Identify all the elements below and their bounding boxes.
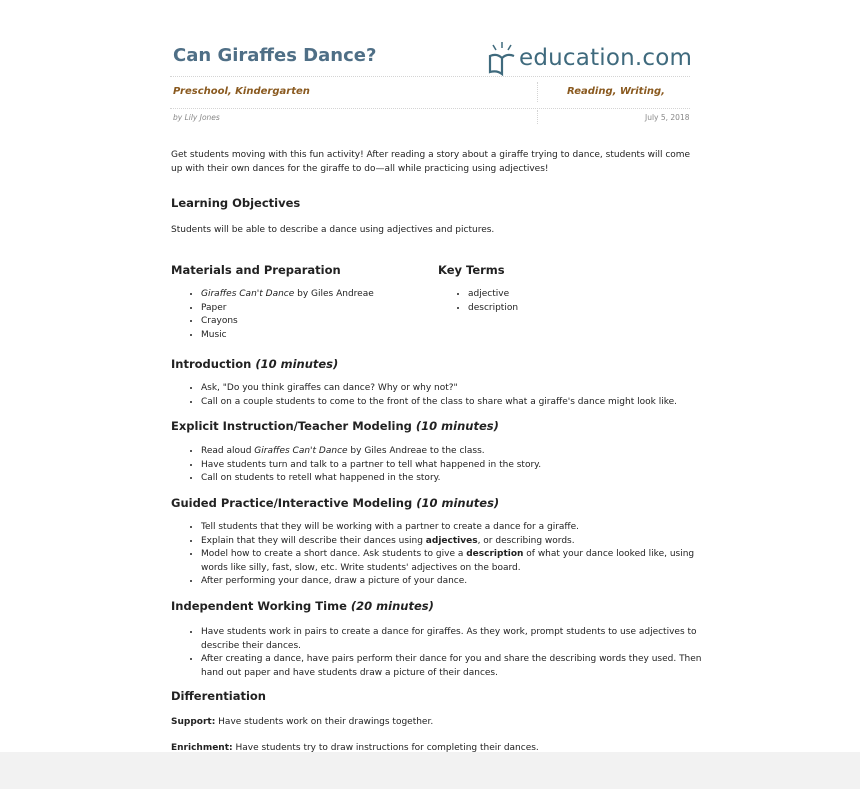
logo-text: education.com — [519, 45, 693, 71]
list-item: • After creating a dance, have pairs perform their dance for you and share the describing words they used. Then hand out paper and have students draw a picture of their dances. — [201, 653, 723, 680]
meta-divider — [170, 108, 690, 109]
materials-list — [171, 288, 441, 342]
publish-date: July 5, 2018 — [645, 113, 690, 122]
page-title: Can Giraffes Dance? — [173, 45, 377, 66]
list-item: • Have students turn and talk to a partner to tell what happened in the story. — [201, 459, 723, 473]
section-heading: Guided Practice/Interactive Modeling (10 minutes) — [171, 496, 500, 510]
list-item: • Explain that they will describe their dances using adjectives, or describing words. — [201, 535, 723, 549]
section-heading: Differentiation — [171, 689, 266, 703]
guided-practice-list — [171, 521, 723, 589]
list-item: • Giraffes Can't Dance by Giles Andreae — [201, 288, 441, 302]
list-item: • Call on a couple students to come to the front of the class to share what a giraffe's dance might look like. — [201, 396, 723, 410]
list-item: • Model how to create a short dance. Ask students to give a description of what your dance looked like, using words like silly, fast, slow, etc. Write students' adjectives on the board. — [201, 548, 723, 575]
list-item: • adjective — [468, 288, 668, 302]
explicit-instruction-list — [171, 445, 723, 486]
support-text: Support: Have students work on their drawings together. — [171, 717, 434, 727]
list-item: • Ask, "Do you think giraffes can dance? Why or why not?" — [201, 382, 723, 396]
book-icon — [487, 42, 519, 76]
header-divider — [170, 76, 690, 77]
list-item: • Call on students to retell what happened in the story. — [201, 472, 723, 486]
meta-column-divider — [537, 110, 538, 124]
subject-tags: Reading, Writing, — [567, 86, 665, 97]
independent-work-list — [171, 626, 723, 680]
list-item: • After performing your dance, draw a picture of your dance. — [201, 575, 723, 589]
grade-level: Preschool, Kindergarten — [173, 86, 310, 97]
list-item: • Paper — [201, 302, 441, 316]
list-item: • Music — [201, 329, 441, 343]
author-byline: by Lily Jones — [173, 113, 220, 122]
list-item: • Read aloud Giraffes Can't Dance by Giles Andreae to the class. — [201, 445, 723, 459]
list-item: • Crayons — [201, 315, 441, 329]
enrichment-text: Enrichment: Have students try to draw instructions for completing their dances. — [171, 743, 539, 752]
section-heading: Materials and Preparation — [171, 263, 341, 277]
section-heading: Learning Objectives — [171, 196, 301, 210]
list-item: • description — [468, 302, 668, 316]
section-heading: Explicit Instruction/Teacher Modeling (10 minutes) — [171, 419, 499, 433]
section-heading: Key Terms — [438, 263, 505, 277]
section-heading: Independent Working Time (20 minutes) — [171, 599, 434, 613]
introduction-list — [171, 382, 723, 409]
page-footer-background — [0, 752, 860, 789]
meta-column-divider — [537, 82, 538, 102]
education-logo[interactable] — [487, 42, 692, 78]
list-item: • Have students work in pairs to create a dance for giraffes. As they work, prompt students to use adjectives to describe their dances. — [201, 626, 723, 653]
key-terms-list — [438, 288, 668, 315]
objective-text: Students will be able to describe a dance using adjectives and pictures. — [171, 225, 495, 235]
intro-paragraph: Get students moving with this fun activity! After reading a story about a giraffe trying to dance, students will come up with their own dances for the giraffe to do—all while practicing using adjectives! — [171, 150, 691, 174]
section-heading: Introduction (10 minutes) — [171, 357, 339, 371]
list-item: • Tell students that they will be working with a partner to create a dance for a giraffe. — [201, 521, 723, 535]
